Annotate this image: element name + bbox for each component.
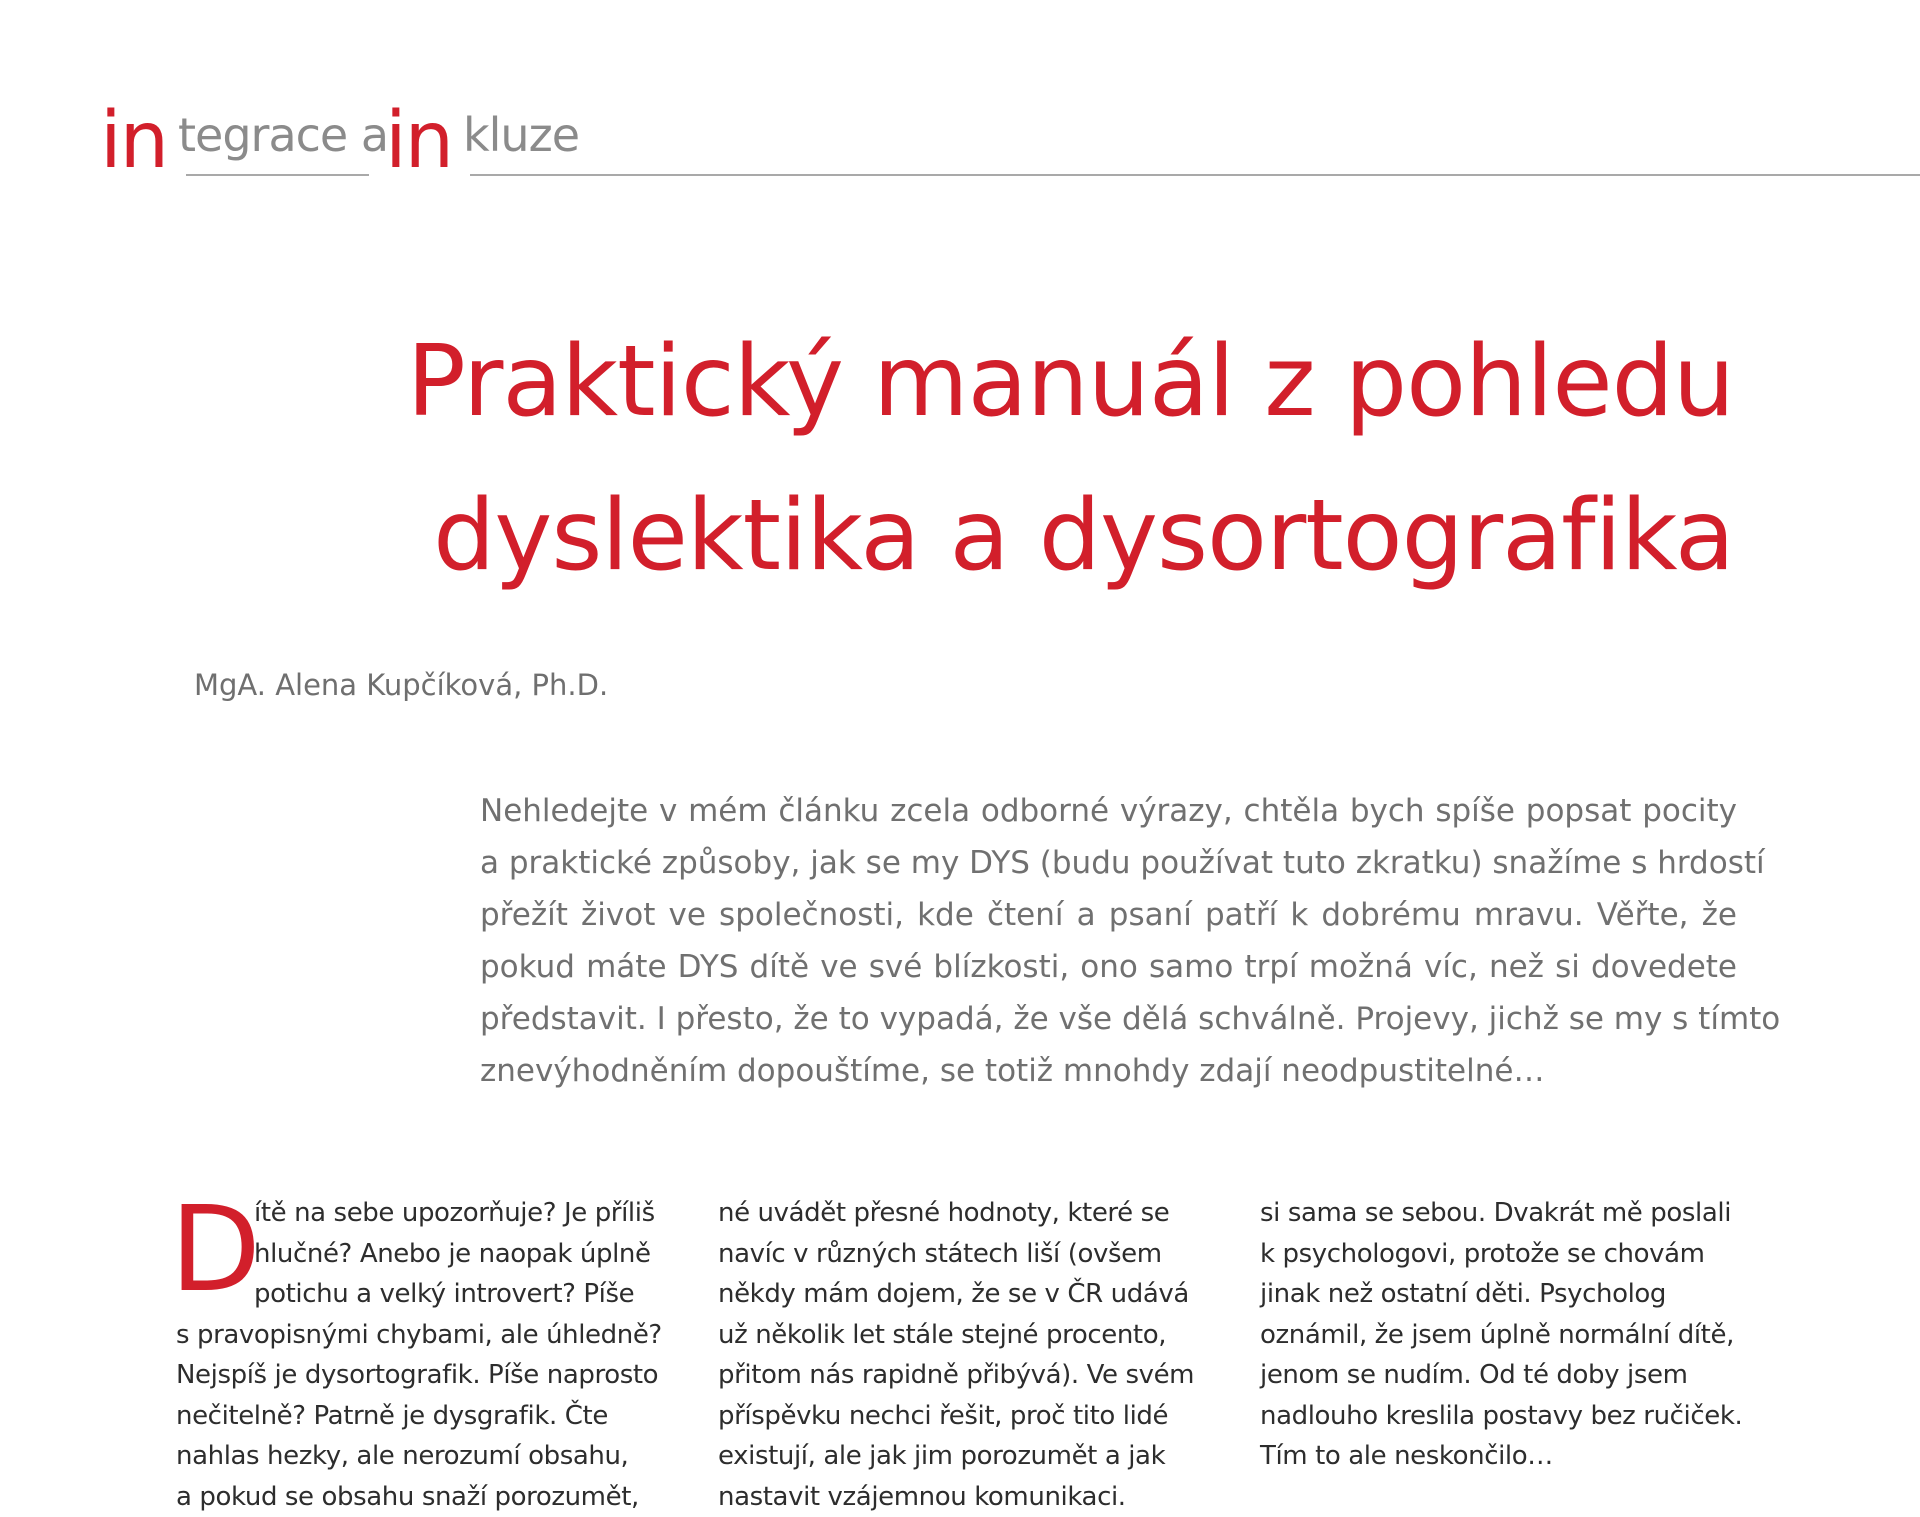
lead-line: pokud máte DYS dítě ve své blízkosti, ono samo trpí možná víc, než si dovedete [480, 941, 1737, 993]
body-line: oznámil, že jsem úplně normální dítě, [1260, 1315, 1760, 1356]
body-column-2 [718, 1193, 1218, 1517]
body-line: už několik let stále stejné procento, [718, 1315, 1218, 1356]
header-word-inkluze: kluze [463, 112, 579, 158]
body-line: Nejspíš je dysortografik. Píše naprosto [176, 1355, 676, 1396]
body-line: si sama se sebou. Dvakrát mě poslali [1260, 1193, 1760, 1234]
title-line-1: Praktický manuál z pohledu [234, 305, 1734, 459]
body-line: k psychologovi, protože se chovám [1260, 1234, 1760, 1275]
body-line: jenom se nudím. Od té doby jsem [1260, 1355, 1760, 1396]
header-in-prefix: in [100, 102, 167, 180]
body-line: jinak než ostatní děti. Psycholog [1260, 1274, 1760, 1315]
lead-line: představit. I přesto, že to vypadá, že vše dělá schválně. Projevy, jichž se my s tímto [480, 993, 1737, 1045]
header-divider-long [470, 174, 1920, 176]
drop-cap: D [170, 1190, 261, 1308]
lead-line: Nehledejte v mém článku zcela odborné výrazy, chtěla bych spíše popsat pocity [480, 785, 1737, 837]
body-line: potichu a velký introvert? Píše [176, 1274, 676, 1315]
lead-line: znevýhodněním dopouštíme, se totiž mnohdy zdají neodpustitelné… [480, 1045, 1737, 1097]
header-divider-short [186, 174, 369, 176]
body-line: né uvádět přesné hodnoty, které se [718, 1193, 1218, 1234]
body-line: nastavit vzájemnou komunikaci. [718, 1477, 1218, 1517]
body-line: s pravopisnými chybami, ale úhledně? [176, 1315, 676, 1356]
body-line: ítě na sebe upozorňuje? Je příliš [176, 1193, 676, 1234]
body-line: příspěvku nechci řešit, proč tito lidé [718, 1396, 1218, 1437]
body-line: přitom nás rapidně přibývá). Ve svém [718, 1355, 1218, 1396]
body-column-3 [1260, 1193, 1760, 1477]
body-line: navíc v různých státech liší (ovšem [718, 1234, 1218, 1275]
body-line: hlučné? Anebo je naopak úplně [176, 1234, 676, 1275]
body-line: nečitelně? Patrně je dysgrafik. Čte [176, 1396, 676, 1437]
body-column-1 [176, 1193, 676, 1517]
article-author: MgA. Alena Kupčíková, Ph.D. [194, 668, 608, 702]
article-lead [480, 785, 1737, 1097]
header-word-integrace: tegrace a [178, 112, 388, 158]
section-header [100, 88, 1840, 188]
lead-line: přežít život ve společnosti, kde čtení a psaní patří k dobrému mravu. Věřte, že [480, 889, 1737, 941]
body-line: a pokud se obsahu snaží porozumět, [176, 1477, 676, 1517]
title-line-2: dyslektika a dysortografika [234, 459, 1734, 613]
lead-line: a praktické způsoby, jak se my DYS (budu používat tuto zkratku) snažíme s hrdostí [480, 837, 1737, 889]
body-line: nahlas hezky, ale nerozumí obsahu, [176, 1436, 676, 1477]
body-line: Tím to ale neskončilo… [1260, 1436, 1760, 1477]
body-line: existují, ale jak jim porozumět a jak [718, 1436, 1218, 1477]
body-line: nadlouho kreslila postavy bez ručiček. [1260, 1396, 1760, 1437]
body-line: někdy mám dojem, že se v ČR udává [718, 1274, 1218, 1315]
article-title [234, 305, 1734, 613]
header-in-prefix-2: in [385, 102, 452, 180]
